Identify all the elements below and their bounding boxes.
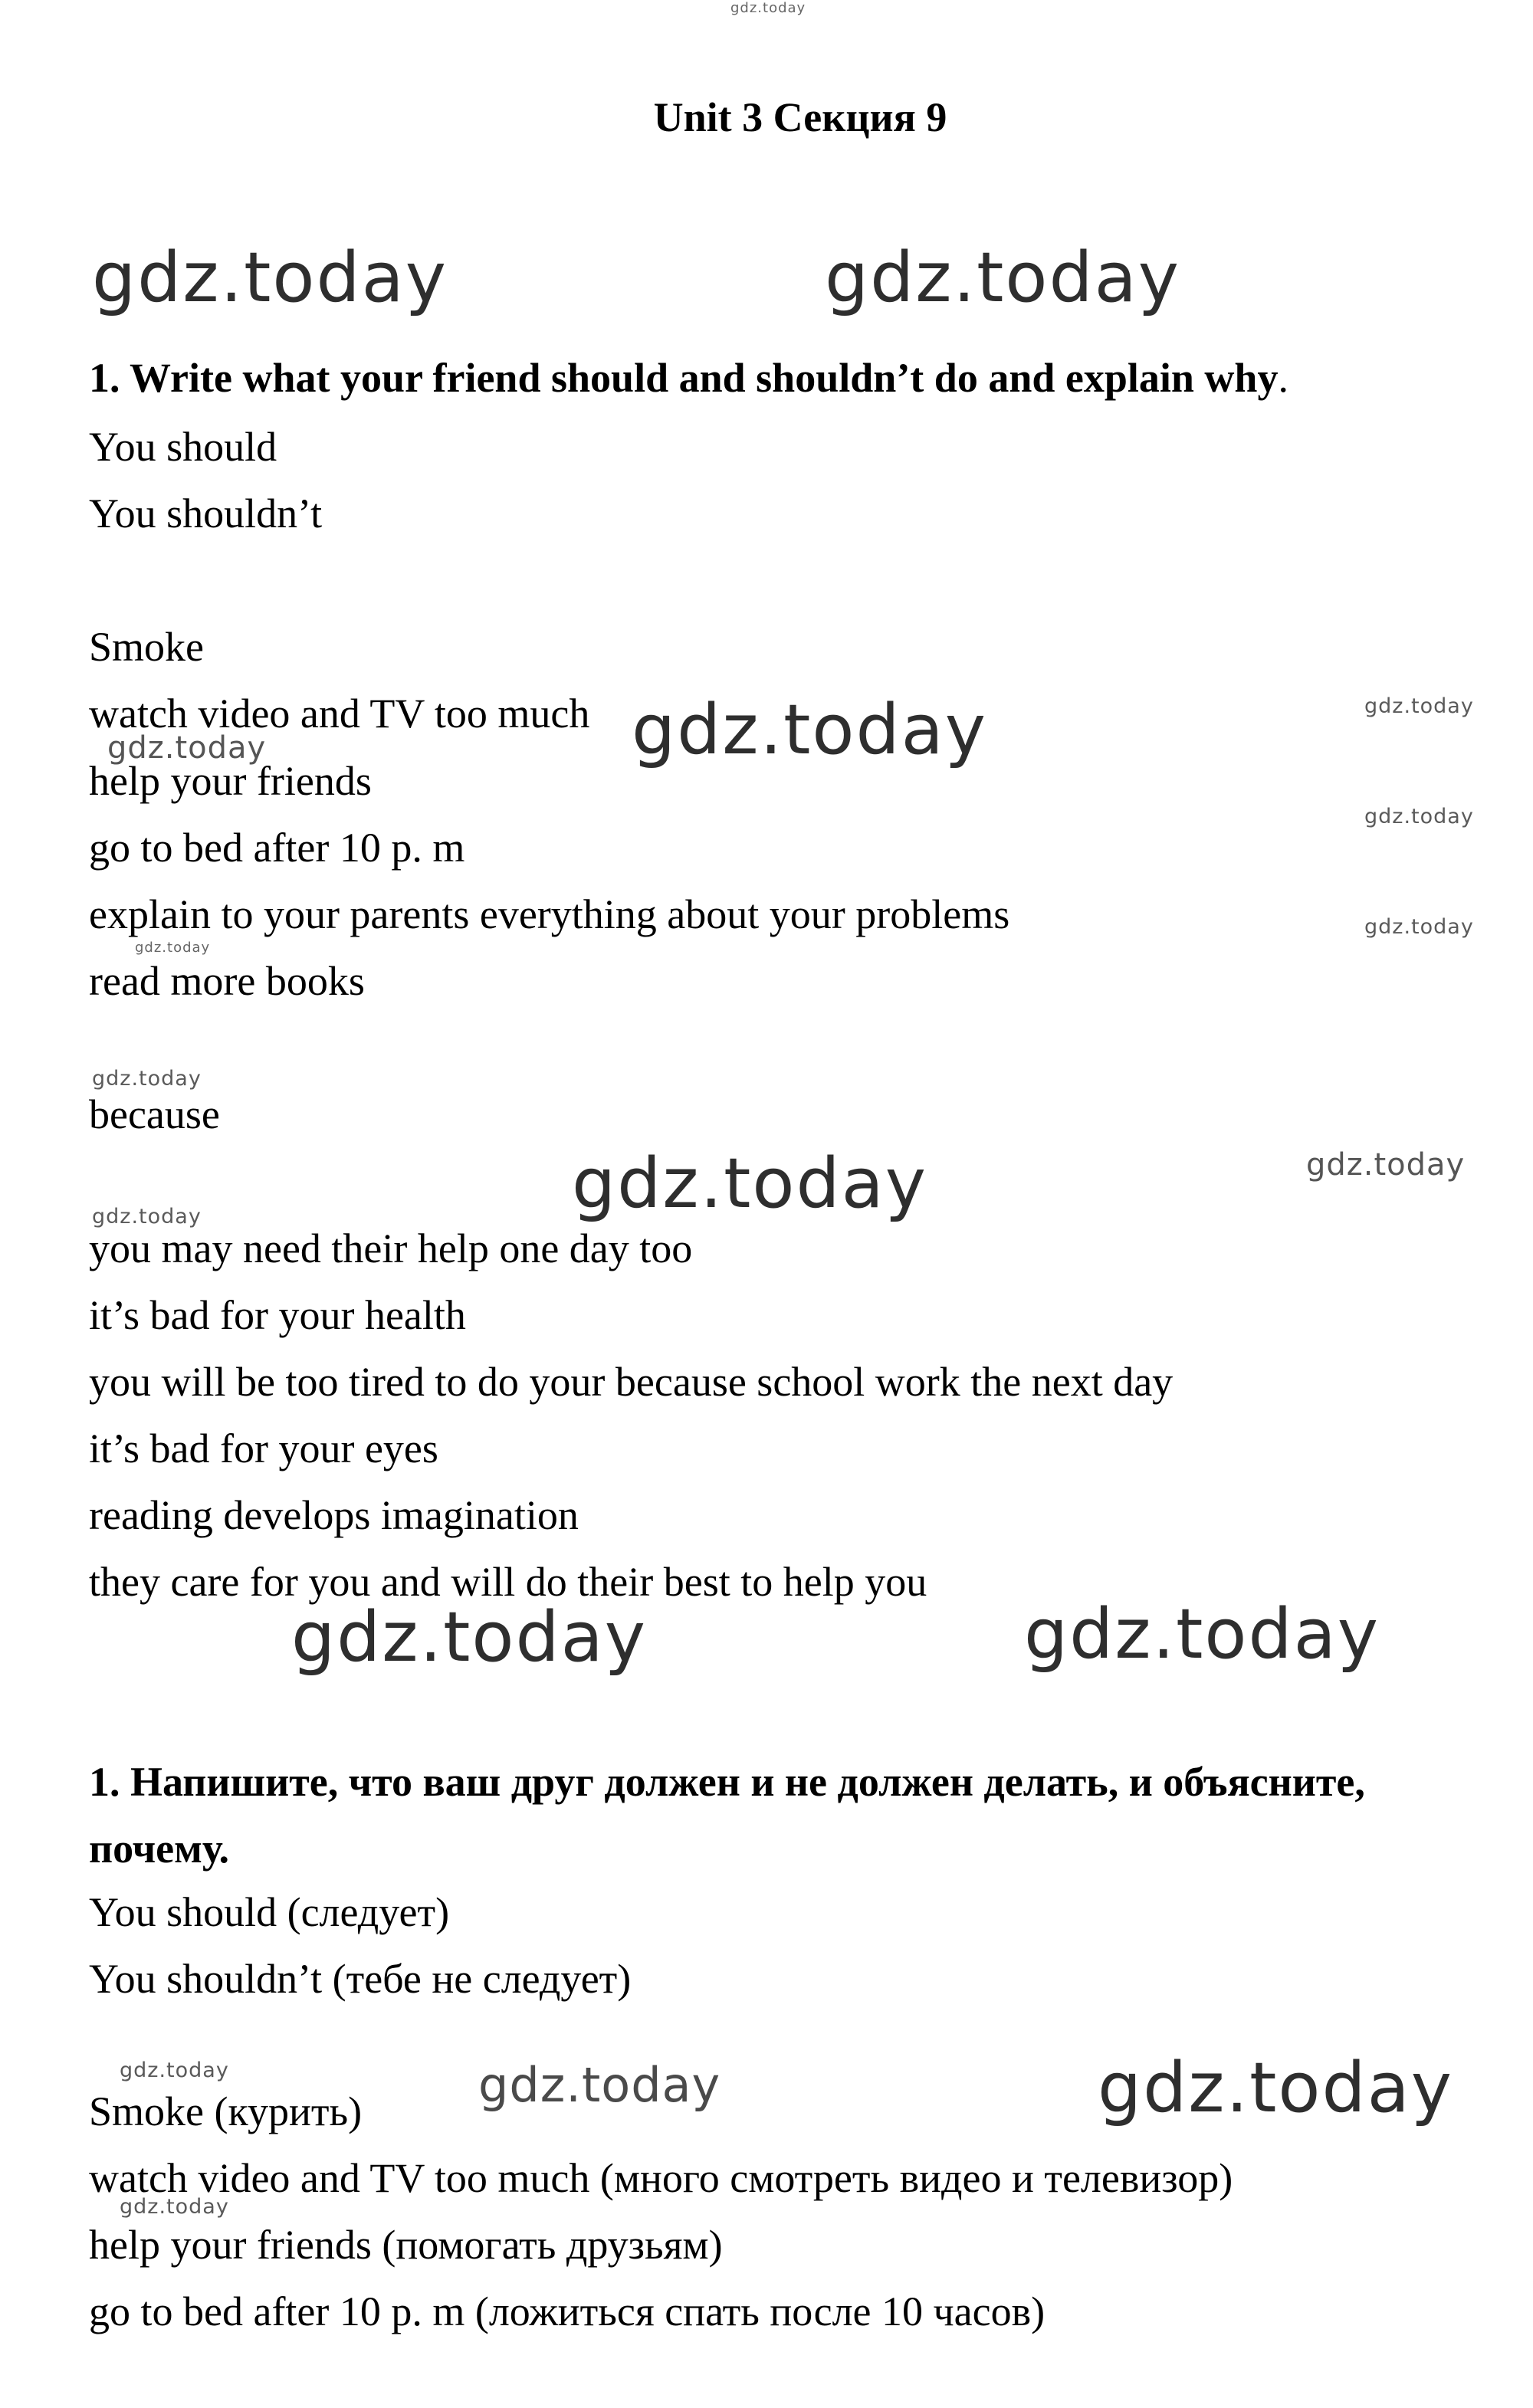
watermark: gdz.today [291,1597,648,1678]
watermark: gdz.today [92,238,448,318]
watermark: gdz.today [120,2195,229,2219]
text-line: it’s bad for your health [89,1292,466,1338]
text-line: you will be too tired to do your because school work the next day [89,1359,1174,1405]
watermark: gdz.today [135,940,211,956]
exercise-heading-ru: 1. Напишите, что ваш друг должен и не должен делать, и объясните, [89,1759,1365,1805]
text-line: Smoke [89,624,205,670]
text-line: go to bed after 10 p. m (ложиться спать после 10 часов) [89,2288,1046,2334]
text-line: go to bed after 10 p. m [89,825,465,871]
watermark: gdz.today [478,2057,721,2113]
text-line: read more books [89,958,365,1004]
text-line: because [89,1091,220,1137]
exercise-heading-en [89,351,1288,405]
watermark: gdz.today [825,238,1181,318]
watermark: gdz.today [632,690,988,770]
page-title: Unit 3 Секция 9 [653,94,947,140]
watermark: gdz.today [92,1205,202,1229]
watermark: gdz.today [107,730,267,766]
watermark: gdz.today [572,1143,928,1224]
text-line: explain to your parents everything about your problems [89,891,1010,937]
text-line: Smoke (курить) [89,2088,363,2134]
exercise-heading-en-period: . [1278,355,1288,401]
text-line: help your friends (помогать друзьям) [89,2222,723,2268]
text-line: You shouldn’t [89,490,323,536]
exercise-heading-en-text: 1. Write what your friend should and shouldn’t do and explain why [89,355,1279,401]
text-line: reading develops imagination [89,1492,579,1538]
watermark: gdz.today [730,0,806,16]
text-line: You should (следует) [89,1889,450,1935]
watermark: gdz.today [1364,915,1474,939]
text-line: help your friends [89,758,372,804]
watermark: gdz.today [1024,1594,1380,1675]
watermark: gdz.today [1098,2048,1454,2128]
watermark: gdz.today [1306,1147,1466,1183]
text-line: You shouldn’t (тебе не следует) [89,1956,632,2002]
watermark: gdz.today [120,2059,229,2082]
watermark: gdz.today [1364,694,1474,718]
text-line: watch video and TV too much (много смотреть видео и телевизор) [89,2155,1233,2201]
exercise-heading-ru-continued: почему. [89,1826,230,1872]
text-line: they care for you and will do their best to help you [89,1559,927,1605]
text-line: it’s bad for your eyes [89,1425,438,1471]
watermark: gdz.today [92,1067,202,1091]
text-line: You should [89,424,277,470]
text-line: you may need their help one day too [89,1225,693,1271]
text-line: watch video and TV too much [89,691,590,737]
watermark: gdz.today [1364,805,1474,828]
